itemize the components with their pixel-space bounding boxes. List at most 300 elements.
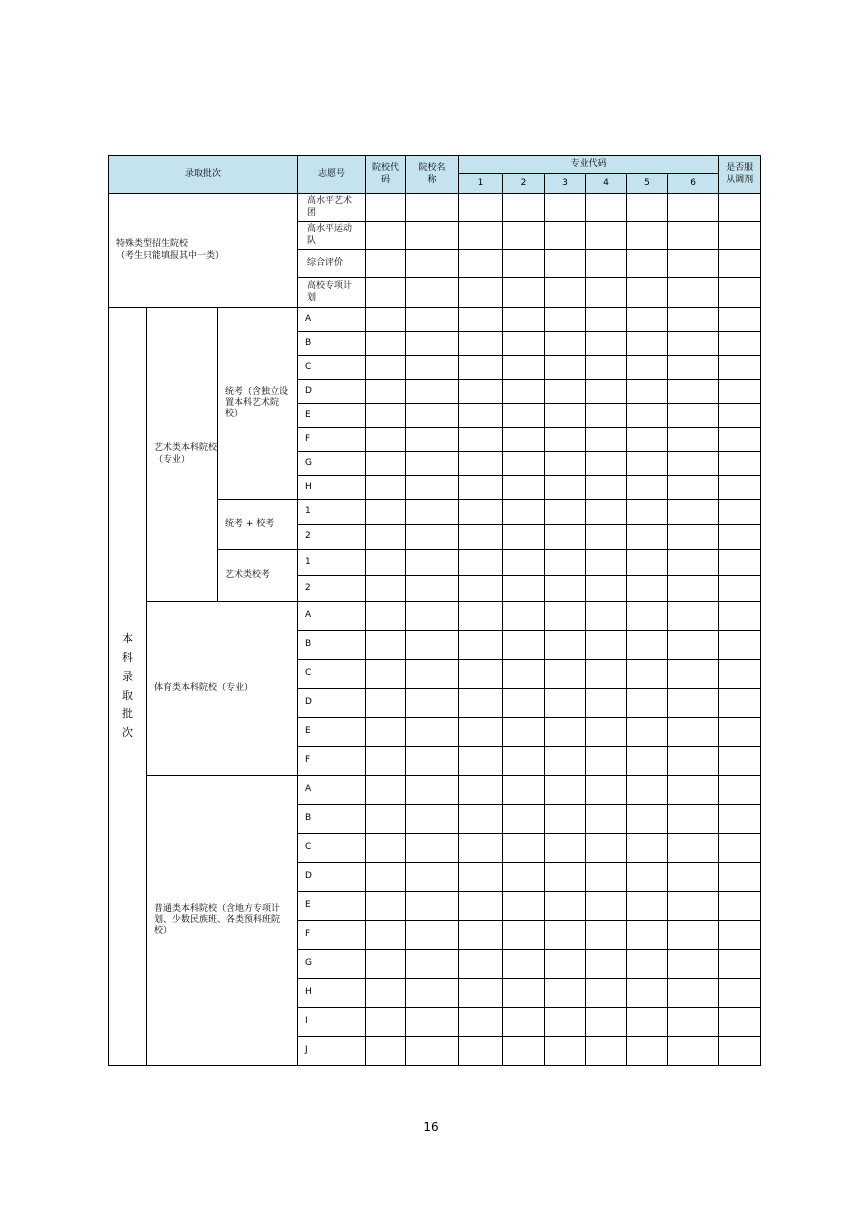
major-1-input[interactable] (459, 834, 503, 863)
school-name-input[interactable] (406, 452, 459, 476)
school-code-input[interactable] (366, 428, 406, 452)
school-name-input[interactable] (406, 602, 459, 631)
school-code-input[interactable] (366, 250, 406, 278)
major-2-input[interactable] (503, 308, 545, 332)
obey-adjust-input[interactable] (719, 689, 761, 718)
school-name-input[interactable] (406, 805, 459, 834)
school-name-input[interactable] (406, 380, 459, 404)
major-3-input[interactable] (545, 428, 586, 452)
major-2-input[interactable] (503, 525, 545, 550)
school-code-input[interactable] (366, 525, 406, 550)
school-name-input[interactable] (406, 1037, 459, 1066)
major-3-input[interactable] (545, 718, 586, 747)
major-1-input[interactable] (459, 921, 503, 950)
major-1-input[interactable] (459, 863, 503, 892)
major-1-input[interactable] (459, 950, 503, 979)
major-5-input[interactable] (627, 1037, 668, 1066)
major-6-input[interactable] (668, 356, 719, 380)
major-4-input[interactable] (586, 631, 627, 660)
school-code-input[interactable] (366, 194, 406, 222)
school-name-input[interactable] (406, 950, 459, 979)
major-2-input[interactable] (503, 892, 545, 921)
major-5-input[interactable] (627, 576, 668, 602)
major-4-input[interactable] (586, 332, 627, 356)
major-5-input[interactable] (627, 892, 668, 921)
header-major-num: 2 (503, 174, 545, 194)
major-3-input[interactable] (545, 550, 586, 576)
choice-label: A (298, 308, 366, 332)
school-code-input[interactable] (366, 747, 406, 776)
major-6-input[interactable] (668, 805, 719, 834)
major-4-input[interactable] (586, 921, 627, 950)
major-1-input[interactable] (459, 892, 503, 921)
major-2-input[interactable] (503, 689, 545, 718)
choice-label: D (298, 689, 366, 718)
obey-adjust-input[interactable] (719, 452, 761, 476)
school-code-input[interactable] (366, 805, 406, 834)
school-code-input[interactable] (366, 979, 406, 1008)
major-2-input[interactable] (503, 428, 545, 452)
major-6-input[interactable] (668, 718, 719, 747)
major-6-input[interactable] (668, 776, 719, 805)
major-1-input[interactable] (459, 428, 503, 452)
major-3-input[interactable] (545, 332, 586, 356)
major-5-input[interactable] (627, 380, 668, 404)
major-3-input[interactable] (545, 525, 586, 550)
obey-adjust-input[interactable] (719, 834, 761, 863)
major-4-input[interactable] (586, 550, 627, 576)
major-6-input[interactable] (668, 194, 719, 222)
major-6-input[interactable] (668, 525, 719, 550)
major-1-input[interactable] (459, 356, 503, 380)
major-5-input[interactable] (627, 332, 668, 356)
school-code-input[interactable] (366, 950, 406, 979)
major-2-input[interactable] (503, 950, 545, 979)
major-5-input[interactable] (627, 500, 668, 525)
obey-adjust-input[interactable] (719, 747, 761, 776)
major-5-input[interactable] (627, 805, 668, 834)
obey-adjust-input[interactable] (719, 805, 761, 834)
major-2-input[interactable] (503, 834, 545, 863)
school-name-input[interactable] (406, 921, 459, 950)
major-5-input[interactable] (627, 602, 668, 631)
major-5-input[interactable] (627, 550, 668, 576)
major-5-input[interactable] (627, 718, 668, 747)
school-code-input[interactable] (366, 863, 406, 892)
school-code-input[interactable] (366, 834, 406, 863)
major-4-input[interactable] (586, 950, 627, 979)
obey-adjust-input[interactable] (719, 863, 761, 892)
major-1-input[interactable] (459, 550, 503, 576)
major-1-input[interactable] (459, 979, 503, 1008)
major-1-input[interactable] (459, 476, 503, 500)
obey-adjust-input[interactable] (719, 525, 761, 550)
school-name-input[interactable] (406, 576, 459, 602)
major-1-input[interactable] (459, 452, 503, 476)
major-4-input[interactable] (586, 1037, 627, 1066)
major-3-input[interactable] (545, 950, 586, 979)
major-2-input[interactable] (503, 1008, 545, 1037)
major-1-input[interactable] (459, 776, 503, 805)
school-code-input[interactable] (366, 1008, 406, 1037)
major-5-input[interactable] (627, 222, 668, 250)
major-2-input[interactable] (503, 921, 545, 950)
major-6-input[interactable] (668, 500, 719, 525)
major-3-input[interactable] (545, 308, 586, 332)
school-code-input[interactable] (366, 278, 406, 308)
school-name-input[interactable] (406, 356, 459, 380)
major-6-input[interactable] (668, 834, 719, 863)
major-1-input[interactable] (459, 660, 503, 689)
major-6-input[interactable] (668, 921, 719, 950)
major-2-input[interactable] (503, 576, 545, 602)
major-2-input[interactable] (503, 278, 545, 308)
major-1-input[interactable] (459, 250, 503, 278)
major-4-input[interactable] (586, 250, 627, 278)
major-3-input[interactable] (545, 689, 586, 718)
major-2-input[interactable] (503, 550, 545, 576)
major-5-input[interactable] (627, 776, 668, 805)
major-5-input[interactable] (627, 404, 668, 428)
major-4-input[interactable] (586, 718, 627, 747)
major-3-input[interactable] (545, 921, 586, 950)
obey-adjust-input[interactable] (719, 718, 761, 747)
header-major-num: 3 (545, 174, 586, 194)
major-4-input[interactable] (586, 500, 627, 525)
major-1-input[interactable] (459, 278, 503, 308)
major-1-input[interactable] (459, 222, 503, 250)
school-name-input[interactable] (406, 776, 459, 805)
school-name-input[interactable] (406, 718, 459, 747)
major-2-input[interactable] (503, 222, 545, 250)
school-name-input[interactable] (406, 278, 459, 308)
obey-adjust-input[interactable] (719, 1037, 761, 1066)
major-1-input[interactable] (459, 602, 503, 631)
school-name-input[interactable] (406, 747, 459, 776)
choice-label: 高校专项计划 (298, 278, 366, 308)
school-name-input[interactable] (406, 476, 459, 500)
school-name-input[interactable] (406, 979, 459, 1008)
school-code-input[interactable] (366, 921, 406, 950)
major-3-input[interactable] (545, 863, 586, 892)
major-3-input[interactable] (545, 776, 586, 805)
school-code-input[interactable] (366, 380, 406, 404)
major-3-input[interactable] (545, 250, 586, 278)
major-4-input[interactable] (586, 747, 627, 776)
major-5-input[interactable] (627, 1008, 668, 1037)
major-6-input[interactable] (668, 979, 719, 1008)
school-name-input[interactable] (406, 660, 459, 689)
major-2-input[interactable] (503, 602, 545, 631)
major-1-input[interactable] (459, 1037, 503, 1066)
major-6-input[interactable] (668, 308, 719, 332)
major-3-input[interactable] (545, 278, 586, 308)
major-6-input[interactable] (668, 250, 719, 278)
school-code-input[interactable] (366, 892, 406, 921)
major-5-input[interactable] (627, 689, 668, 718)
major-2-input[interactable] (503, 404, 545, 428)
major-2-input[interactable] (503, 1037, 545, 1066)
major-6-input[interactable] (668, 428, 719, 452)
major-6-input[interactable] (668, 404, 719, 428)
major-4-input[interactable] (586, 892, 627, 921)
major-4-input[interactable] (586, 834, 627, 863)
school-code-input[interactable] (366, 404, 406, 428)
major-2-input[interactable] (503, 250, 545, 278)
major-3-input[interactable] (545, 404, 586, 428)
major-1-input[interactable] (459, 404, 503, 428)
major-1-input[interactable] (459, 1008, 503, 1037)
obey-adjust-input[interactable] (719, 332, 761, 356)
major-4-input[interactable] (586, 776, 627, 805)
major-4-input[interactable] (586, 689, 627, 718)
obey-adjust-input[interactable] (719, 950, 761, 979)
major-6-input[interactable] (668, 550, 719, 576)
major-3-input[interactable] (545, 1008, 586, 1037)
major-6-input[interactable] (668, 689, 719, 718)
major-5-input[interactable] (627, 308, 668, 332)
major-3-input[interactable] (545, 500, 586, 525)
major-5-input[interactable] (627, 278, 668, 308)
obey-adjust-input[interactable] (719, 194, 761, 222)
major-4-input[interactable] (586, 428, 627, 452)
major-6-input[interactable] (668, 1037, 719, 1066)
major-5-input[interactable] (627, 356, 668, 380)
major-3-input[interactable] (545, 1037, 586, 1066)
undergrad-batch-label (109, 308, 147, 1066)
major-6-input[interactable] (668, 332, 719, 356)
major-4-input[interactable] (586, 308, 627, 332)
major-5-input[interactable] (627, 950, 668, 979)
major-3-input[interactable] (545, 194, 586, 222)
major-4-input[interactable] (586, 863, 627, 892)
major-1-input[interactable] (459, 718, 503, 747)
major-6-input[interactable] (668, 660, 719, 689)
school-code-input[interactable] (366, 308, 406, 332)
major-3-input[interactable] (545, 979, 586, 1008)
school-code-input[interactable] (366, 718, 406, 747)
major-5-input[interactable] (627, 194, 668, 222)
major-4-input[interactable] (586, 602, 627, 631)
school-name-input[interactable] (406, 834, 459, 863)
major-6-input[interactable] (668, 631, 719, 660)
obey-adjust-input[interactable] (719, 428, 761, 452)
obey-adjust-input[interactable] (719, 500, 761, 525)
major-3-input[interactable] (545, 631, 586, 660)
major-2-input[interactable] (503, 380, 545, 404)
major-5-input[interactable] (627, 452, 668, 476)
major-3-input[interactable] (545, 805, 586, 834)
major-6-input[interactable] (668, 1008, 719, 1037)
major-1-input[interactable] (459, 631, 503, 660)
obey-adjust-input[interactable] (719, 250, 761, 278)
table-row (109, 194, 761, 222)
school-code-input[interactable] (366, 500, 406, 525)
major-3-input[interactable] (545, 452, 586, 476)
major-2-input[interactable] (503, 332, 545, 356)
header-major-num: 4 (586, 174, 627, 194)
obey-adjust-input[interactable] (719, 222, 761, 250)
major-4-input[interactable] (586, 356, 627, 380)
major-6-input[interactable] (668, 452, 719, 476)
major-6-input[interactable] (668, 747, 719, 776)
major-1-input[interactable] (459, 805, 503, 834)
major-6-input[interactable] (668, 380, 719, 404)
major-2-input[interactable] (503, 500, 545, 525)
school-name-input[interactable] (406, 631, 459, 660)
school-code-input[interactable] (366, 222, 406, 250)
major-6-input[interactable] (668, 576, 719, 602)
major-5-input[interactable] (627, 631, 668, 660)
major-6-input[interactable] (668, 222, 719, 250)
school-code-input[interactable] (366, 1037, 406, 1066)
major-2-input[interactable] (503, 863, 545, 892)
school-code-input[interactable] (366, 332, 406, 356)
obey-adjust-input[interactable] (719, 921, 761, 950)
school-code-input[interactable] (366, 631, 406, 660)
major-5-input[interactable] (627, 525, 668, 550)
school-code-input[interactable] (366, 452, 406, 476)
major-4-input[interactable] (586, 476, 627, 500)
major-6-input[interactable] (668, 476, 719, 500)
major-3-input[interactable] (545, 892, 586, 921)
obey-adjust-input[interactable] (719, 476, 761, 500)
school-name-input[interactable] (406, 892, 459, 921)
major-2-input[interactable] (503, 718, 545, 747)
school-code-input[interactable] (366, 689, 406, 718)
major-1-input[interactable] (459, 380, 503, 404)
obey-adjust-input[interactable] (719, 380, 761, 404)
school-name-input[interactable] (406, 250, 459, 278)
major-5-input[interactable] (627, 834, 668, 863)
school-name-input[interactable] (406, 500, 459, 525)
major-3-input[interactable] (545, 834, 586, 863)
major-1-input[interactable] (459, 332, 503, 356)
major-6-input[interactable] (668, 892, 719, 921)
school-code-input[interactable] (366, 776, 406, 805)
major-5-input[interactable] (627, 660, 668, 689)
school-name-input[interactable] (406, 689, 459, 718)
obey-adjust-input[interactable] (719, 631, 761, 660)
obey-adjust-input[interactable] (719, 892, 761, 921)
obey-adjust-input[interactable] (719, 602, 761, 631)
major-1-input[interactable] (459, 308, 503, 332)
major-3-input[interactable] (545, 747, 586, 776)
major-2-input[interactable] (503, 631, 545, 660)
obey-adjust-input[interactable] (719, 278, 761, 308)
major-5-input[interactable] (627, 250, 668, 278)
school-name-input[interactable] (406, 194, 459, 222)
major-1-input[interactable] (459, 747, 503, 776)
major-3-input[interactable] (545, 602, 586, 631)
major-1-input[interactable] (459, 194, 503, 222)
major-5-input[interactable] (627, 921, 668, 950)
major-2-input[interactable] (503, 805, 545, 834)
obey-adjust-input[interactable] (719, 404, 761, 428)
major-4-input[interactable] (586, 525, 627, 550)
obey-adjust-input[interactable] (719, 308, 761, 332)
obey-adjust-input[interactable] (719, 1008, 761, 1037)
choice-label: D (298, 380, 366, 404)
major-2-input[interactable] (503, 476, 545, 500)
major-2-input[interactable] (503, 356, 545, 380)
major-2-input[interactable] (503, 979, 545, 1008)
major-1-input[interactable] (459, 500, 503, 525)
major-5-input[interactable] (627, 747, 668, 776)
major-2-input[interactable] (503, 452, 545, 476)
major-4-input[interactable] (586, 194, 627, 222)
school-name-input[interactable] (406, 1008, 459, 1037)
school-name-input[interactable] (406, 308, 459, 332)
major-1-input[interactable] (459, 576, 503, 602)
major-5-input[interactable] (627, 476, 668, 500)
major-3-input[interactable] (545, 576, 586, 602)
major-3-input[interactable] (545, 380, 586, 404)
major-4-input[interactable] (586, 222, 627, 250)
major-6-input[interactable] (668, 863, 719, 892)
school-name-input[interactable] (406, 525, 459, 550)
major-1-input[interactable] (459, 525, 503, 550)
major-3-input[interactable] (545, 476, 586, 500)
major-5-input[interactable] (627, 428, 668, 452)
school-code-input[interactable] (366, 356, 406, 380)
header-major-num: 6 (668, 174, 719, 194)
major-4-input[interactable] (586, 278, 627, 308)
obey-adjust-input[interactable] (719, 576, 761, 602)
school-code-input[interactable] (366, 660, 406, 689)
major-5-input[interactable] (627, 863, 668, 892)
school-code-input[interactable] (366, 576, 406, 602)
major-3-input[interactable] (545, 356, 586, 380)
major-4-input[interactable] (586, 805, 627, 834)
major-4-input[interactable] (586, 576, 627, 602)
school-name-input[interactable] (406, 332, 459, 356)
obey-adjust-input[interactable] (719, 356, 761, 380)
major-4-input[interactable] (586, 452, 627, 476)
school-code-input[interactable] (366, 476, 406, 500)
school-name-input[interactable] (406, 550, 459, 576)
major-3-input[interactable] (545, 222, 586, 250)
school-name-input[interactable] (406, 222, 459, 250)
obey-adjust-input[interactable] (719, 660, 761, 689)
major-4-input[interactable] (586, 404, 627, 428)
major-4-input[interactable] (586, 660, 627, 689)
choice-label: H (298, 476, 366, 500)
choice-label: C (298, 834, 366, 863)
major-6-input[interactable] (668, 602, 719, 631)
major-2-input[interactable] (503, 776, 545, 805)
school-name-input[interactable] (406, 404, 459, 428)
major-6-input[interactable] (668, 278, 719, 308)
obey-adjust-input[interactable] (719, 550, 761, 576)
school-code-input[interactable] (366, 602, 406, 631)
major-6-input[interactable] (668, 950, 719, 979)
major-2-input[interactable] (503, 660, 545, 689)
school-name-input[interactable] (406, 863, 459, 892)
major-4-input[interactable] (586, 979, 627, 1008)
major-2-input[interactable] (503, 747, 545, 776)
major-4-input[interactable] (586, 1008, 627, 1037)
major-2-input[interactable] (503, 194, 545, 222)
major-1-input[interactable] (459, 689, 503, 718)
school-name-input[interactable] (406, 428, 459, 452)
obey-adjust-input[interactable] (719, 776, 761, 805)
major-4-input[interactable] (586, 380, 627, 404)
major-5-input[interactable] (627, 979, 668, 1008)
obey-adjust-input[interactable] (719, 979, 761, 1008)
major-3-input[interactable] (545, 660, 586, 689)
school-code-input[interactable] (366, 550, 406, 576)
